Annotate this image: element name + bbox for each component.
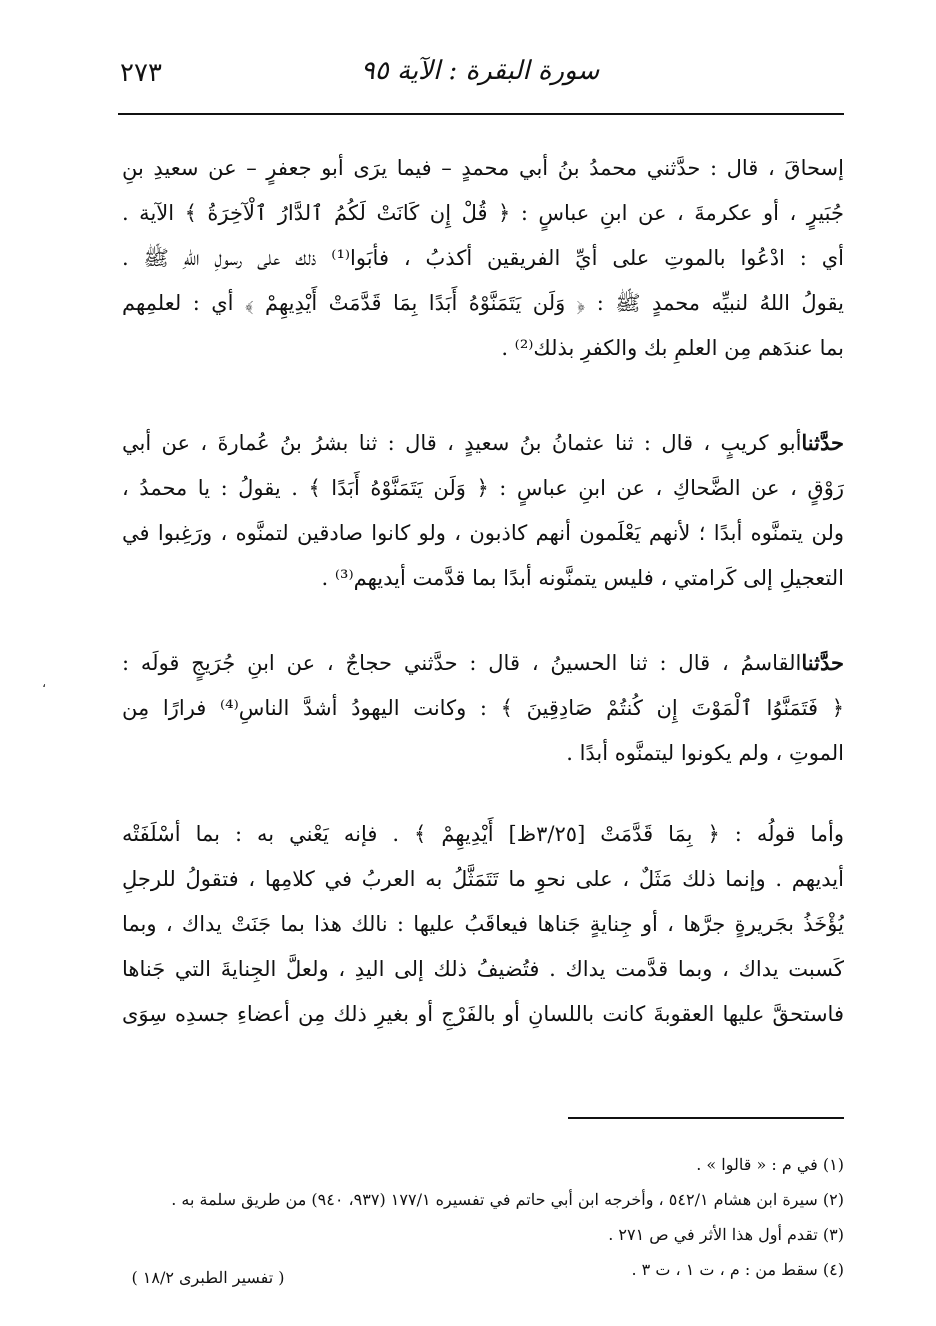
text-line: وأما قولُه : ﴿ بِمَا قَدَّمَتْ [٣/٢٥ظ] أَيْدِيهِمْ ﴾ . فإنه يَعْني به : بما أسْلَفَتْه <box>122 822 844 846</box>
footnote: (٤) سقط من : م ، ت ١ ، ت ٣ . <box>631 1260 844 1279</box>
text-line: أيديهم . وإنما ذلك مَثَلٌ ، على نحوِ ما تَتَمَثَّلُ به العربُ في كلامِها ، فتقولُ للرجلِ <box>122 867 844 891</box>
isnad-lead: حدَّثنا <box>801 430 844 455</box>
paragraph-2 <box>122 420 844 601</box>
paragraph-3 <box>122 640 844 776</box>
volume-reference: ( تفسير الطبرى ١٨/٢ ) <box>131 1268 285 1287</box>
text-line: ﴿ فَتَمَنَّوُا ٱلْمَوْتَ إِن كُنتُمْ صَادِقِينَ ﴾ : وكانت اليهودُ أشدَّ الناسِ⁽⁴⁾ فرارًا مِن <box>122 696 844 720</box>
text-line: رَوْقٍ ، عن الضَّحاكِ ، عن ابنِ عباسٍ : ﴿ وَلَن يَتَمَنَّوْهُ أَبَدًا ﴾ . يقولُ : يا محمدُ ، <box>122 476 844 500</box>
text-line <box>122 420 844 466</box>
text-line: يُؤْخَذُ بجَريرةٍ جرَّها ، أو جِنايةٍ جَناها فيعاقَبُ عليها : نالك هذا بما جَنَتْ يداك ، وبما <box>122 912 844 936</box>
text-line: التعجيلِ إلى كَرامتي ، فليس يتمنَّونه أبدًا بما قدَّمت أيديهم⁽³⁾ . <box>321 566 844 590</box>
margin-mark: ، <box>42 676 46 690</box>
isnad-lead: حدَّثنا <box>801 650 844 675</box>
text-line: فاستحقَّ عليها العقوبةَ كانت باللسانِ أو بالفَرْجِ أو بغيرِ ذلك مِن أعضاءِ جسدِه سِوَى <box>122 1002 844 1026</box>
text-line <box>122 640 844 686</box>
text-line-body: أبو كريبٍ ، قال : ثنا عثمانُ بنُ سعيدٍ ، قال : ثنا بشرُ بنُ عُمارةَ ، عن أبي <box>122 431 802 455</box>
text-line: جُبَيرٍ ، أو عكرمةَ ، عن ابنِ عباسٍ : ﴿ قُلْ إِن كَانَتْ لَكُمُ ٱلدَّارُ ٱلْآخِرَةُ ﴾ الآية . <box>122 201 844 225</box>
footnote: (١) في م : « قالوا » . <box>696 1155 844 1174</box>
text-line: بما عندَهم مِن العلمِ بك والكفرِ بذلك⁽²⁾ . <box>501 336 844 360</box>
footnote-divider <box>568 1117 844 1119</box>
text-line: يقولُ اللهُ لنبيِّه محمدٍ ﷺ : ﴿ وَلَن يَتَمَنَّوْهُ أَبَدًا بِمَا قَدَّمَتْ أَيْدِيهِمْ ﴾ أي : لعلمِهم <box>122 291 844 315</box>
running-title: سورة البقرة : الآية ٩٥ <box>360 56 600 86</box>
paragraph-1 <box>122 146 844 371</box>
text-line: الموتِ ، ولم يكونوا ليتمنَّوه أبدًا . <box>566 741 844 765</box>
paragraph-4 <box>122 812 844 1037</box>
footnote: (٢) سيرة ابن هشام ٥٤٢/١ ، وأخرجه ابن أبي حاتم في تفسيره ١٧٧/١ (٩٣٧، ٩٤٠) من طريق سلمة به . <box>171 1190 844 1209</box>
text-line: ولن يتمنَّوه أبدًا ؛ لأنهم يَعْلَمون أنهم كاذبون ، ولو كانوا صادقين لتمنَّوه ، ورَغِبوا في <box>122 521 844 545</box>
text-line: كَسبت يداك ، وبما قدَّمت يداك . فتُضيفُ ذلك إلى اليدِ ، ولعلَّ الجِنايةَ التي جَناها <box>122 957 844 981</box>
page-number: ٢٧٣ <box>120 58 162 88</box>
text-line-body: القاسمُ ، قال : ثنا الحسينُ ، قال : حدَّثني حجاجٌ ، عن ابنِ جُرَيجٍ قولَه : <box>122 651 802 675</box>
footnote: (٣) تقدم أول هذا الأثر في ص ٢٧١ . <box>608 1225 844 1244</box>
text-line: أي : ادْعُوا بالموتِ على أيِّ الفريقين أكذبُ ، فأبَوا⁽¹⁾ ذلك على رسولِ اللهِ ﷺ . <box>122 246 844 270</box>
header-divider <box>118 113 844 115</box>
text-line: إسحاقَ ، قال : حدَّثني محمدُ بنُ أبي محمدٍ – فيما يرَى أبو جعفرٍ – عن سعيدِ بنِ <box>122 156 844 180</box>
